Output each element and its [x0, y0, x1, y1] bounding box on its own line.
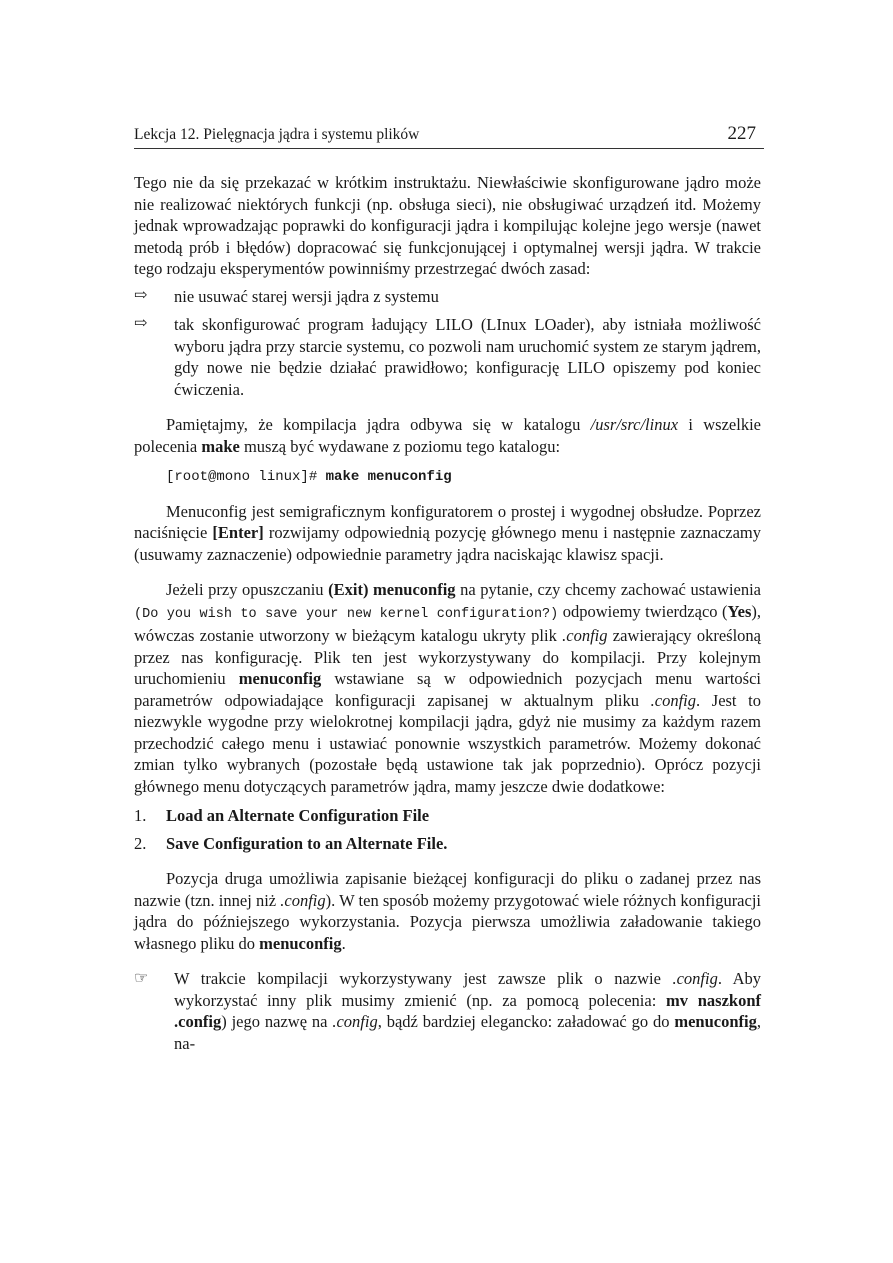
make-keyword: make: [201, 436, 240, 456]
running-header: [134, 124, 764, 149]
list-item: 2. Save Configuration to an Alternate File.: [134, 833, 448, 853]
shell-prompt: [root@mono linux]#: [166, 469, 326, 485]
chapter-title: Lekcja 12. Pielęgnacja jądra i systemu plików: [134, 126, 420, 143]
extra-options-list: [134, 805, 761, 854]
enter-key: [Enter]: [212, 523, 264, 542]
paragraph-intro: Tego nie da się przekazać w krótkim instruktażu. Niewłaściwie skonfigurowane jądro może nie realizować niektórych funkcji (np. obsługa sieci), nie obsługiwać urządzeń itd. Możemy jednak wprowadzając poprawki do konfiguracji jądra i kompilując kolejne jego wersje (nawet metodą prób i błędów) dopracować się funkcjonującej i optymalnej wersji jądra. W trakcie tego rodzaju eksperymentów powinniśmy przestrzegać dwóch zasad:: [134, 173, 761, 278]
list-item: [134, 314, 761, 400]
path-usr-src-linux: /usr/src/linux: [590, 415, 679, 434]
config-filename: .config: [650, 690, 697, 710]
paragraph-alternate-file: Pozycja druga umożliwia zapisanie bieżącej konfiguracji do pliku o zadanej przez nas nazwie (tzn. innej niż .config). W ten sposób możemy przygotować wiele różnych konfiguracji jądra do późniejszego wykorzystania. Pozycja pierwsza umożliwia załadowanie takiego własnego pliku do menuconfig.: [134, 869, 761, 953]
page-number: 227: [727, 123, 756, 144]
config-filename: .config: [562, 626, 608, 645]
config-filename: .config: [672, 969, 718, 988]
list-item: 1. Load an Alternate Configuration File: [134, 806, 430, 825]
list-item-text: nie usuwać starej wersji jądra z systemu: [174, 286, 439, 306]
list-item: [134, 286, 761, 308]
menuconfig-keyword: menuconfig: [238, 669, 322, 688]
menuconfig-keyword: menuconfig: [674, 1012, 757, 1031]
yes-answer: Yes: [727, 601, 752, 621]
note-block: [134, 968, 761, 1054]
arrow-icon: ⇨: [134, 315, 148, 332]
config-filename: .config: [280, 890, 326, 910]
mv-command: mv naszkonf .config: [174, 990, 761, 1031]
config-filename: .config: [332, 1012, 378, 1031]
paragraph-exit: Jeżeli przy opuszczaniu (Exit) menuconfig na pytanie, czy chcemy zachować ustawienia (Do you wish to save your new kernel configuration?) odpowiemy twierdząco (Yes), wówczas zostanie utworzony w bieżącym katalogu ukryty plik .config zawierający określoną przez nas konfigurację. Plik ten jest wykorzystywany do kompilacji. Przy kolejnym uruchomieniu menuconfig wstawiane są w odpowiednich pozycjach menu wartości parametrów odpowiadające konfiguracji zapisanej w aktualnym pliku .config. Jest to niezwykle wygodne przy wielokrotnej kompilacji jądra, gdyż nie musimy za każdym razem przechodzić całego menu i ustawiać ponownie wszystkich parametrów. Możemy dokonać zmian tylko wybranych (pozostałe będą ustawione tak jak poprzednio). Oprócz pozycji głównego menu dotyczących parametrów jądra, mamy jeszcze dwie dodatkowe:: [134, 580, 762, 796]
menuconfig-keyword: menuconfig: [259, 933, 342, 953]
save-question: (Do you wish to save your new kernel configuration?): [134, 606, 559, 622]
arrow-icon: ⇨: [134, 286, 148, 304]
paragraph-menuconfig: Menuconfig jest semigraficznym konfiguratorem o prostej i wygodnej obsłudze. Poprzez naciśnięcie [Enter] rozwijamy odpowiednią pozycję głównego menu i następnie zaznaczamy (usuwamy zaznaczenie) odpowiednie parametry jądra naciskając klawisz spacji.: [134, 501, 762, 564]
list-item-text: tak skonfigurować program ładujący LILO (LInux LOader), aby istniała możliwość wyboru jądra przy starcie systemu, co pozwoli nam uruchomić system ze starym jądrem, gdy nowe nie będzie działać prawidłowo; konfigurację LILO opiszemy pod koniec ćwiczenia.: [174, 315, 761, 399]
paragraph-compile-dir: Pamiętajmy, że kompilacja jądra odbywa się w katalogu /usr/src/linux i wszelkie polecenia make muszą być wydawane z poziomu tego katalogu:: [134, 415, 761, 456]
command-line: [166, 467, 761, 489]
page-body: [134, 172, 761, 1054]
rules-list: [134, 286, 761, 401]
exit-menuconfig: (Exit) menuconfig: [328, 580, 456, 599]
command-text: make menuconfig: [325, 469, 452, 485]
pointing-hand-icon: ☞: [134, 970, 149, 987]
note-text: W trakcie kompilacji wykorzystywany jest zawsze plik o nazwie .config. Aby wykorzystać inny plik musimy zmienić (np. za pomocą polecenia: mv naszkonf .config) jego nazwę na .config, bądź bardziej elegancko: załadować go do menuconfig, na-: [174, 969, 761, 1053]
